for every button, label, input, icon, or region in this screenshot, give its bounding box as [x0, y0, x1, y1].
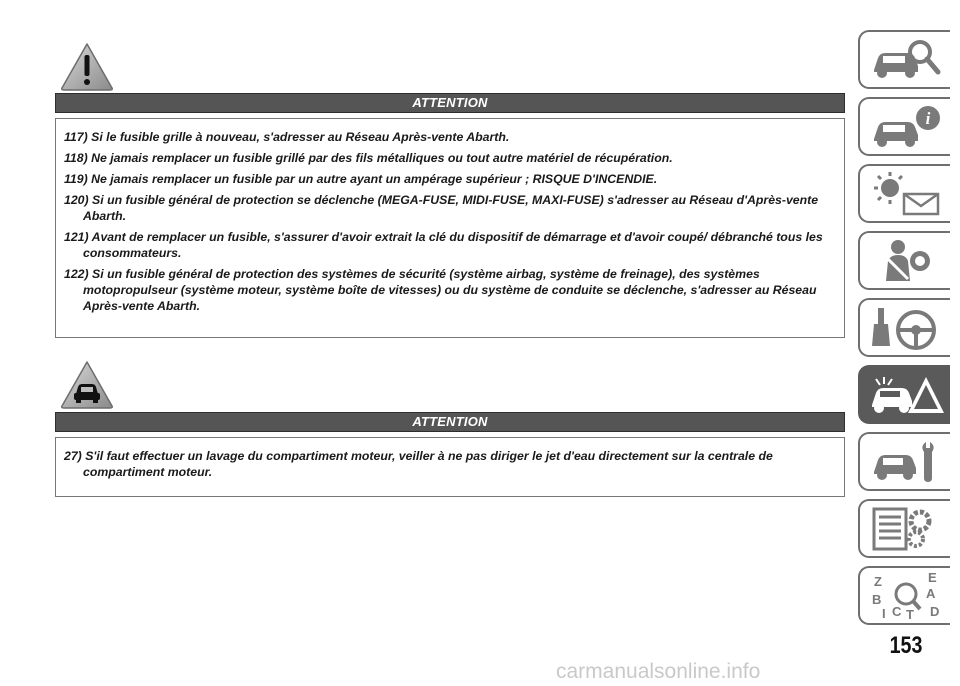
tab-key-steering[interactable]	[858, 298, 950, 357]
car-info-icon	[868, 103, 944, 151]
alphabetical-index-icon	[868, 572, 944, 620]
attention-content-box	[55, 118, 845, 338]
warning-lights-mail-icon	[868, 170, 944, 218]
car-warning-icon	[60, 360, 114, 410]
attention-item: 119) Ne jamais remplacer un fusible par un autre ayant un ampérage supérieur ; RISQUE D'INCENDIE.	[64, 172, 658, 186]
watermark: carmanualsonline.info	[556, 660, 761, 683]
svg-text:Z: Z	[874, 574, 882, 589]
specs-gears-icon	[868, 505, 944, 553]
svg-text:E: E	[928, 572, 937, 585]
svg-text:T: T	[906, 607, 914, 620]
svg-text:A: A	[926, 586, 936, 601]
car-breakdown-warning-icon	[868, 371, 944, 419]
tab-car-maintenance[interactable]	[858, 432, 950, 491]
tab-alphabetical-index[interactable]	[858, 566, 950, 625]
key-steering-wheel-icon	[868, 304, 944, 352]
attention-item: 122) Si un fusible général de protection des systèmes de sécurité (système airbag, système de freinage), des systèmes motopropulseur (système moteur, système boîte de vitesses) ou du système de conduite se déclenche, s'adresser au Réseau Après-vente Abarth.	[64, 267, 817, 313]
tab-seatbelt-airbag[interactable]	[858, 231, 950, 290]
svg-text:B: B	[872, 592, 882, 607]
attention-item: 118) Ne jamais remplacer un fusible grillé par des fils métalliques ou tout autre matériel de récupération.	[64, 151, 673, 165]
tab-car-search[interactable]	[858, 30, 950, 89]
page-number: 153	[889, 632, 923, 659]
attention-item: 120) Si un fusible général de protection se déclenche (MEGA-FUSE, MIDI-FUSE, MAXI-FUSE) s'adresser au Réseau d'Après-vente Abarth.	[64, 193, 819, 223]
car-wrench-icon	[868, 438, 944, 486]
seatbelt-airbag-icon	[868, 237, 944, 285]
svg-text:C: C	[892, 604, 902, 619]
tab-breakdown[interactable]	[858, 365, 950, 424]
tab-specifications[interactable]	[858, 499, 950, 558]
warning-exclamation-icon	[60, 42, 114, 92]
attention-item: 117) Si le fusible grille à nouveau, s'adresser au Réseau Après-vente Abarth.	[64, 130, 510, 144]
car-search-icon	[868, 36, 944, 84]
svg-text:I: I	[882, 606, 886, 620]
attention-header: ATTENTION	[55, 93, 845, 113]
tab-car-info[interactable]	[858, 97, 950, 156]
tab-warning-lights-mail[interactable]	[858, 164, 950, 223]
attention-content-box-2	[55, 437, 845, 497]
svg-text:i: i	[925, 109, 931, 128]
attention-item: 121) Avant de remplacer un fusible, s'assurer d'avoir extrait la clé du dispositif de démarrage et d'avoir coupé/ débranché tous les consommateurs.	[64, 230, 823, 260]
svg-text:D: D	[930, 604, 940, 619]
attention-item: 27) S'il faut effectuer un lavage du compartiment moteur, veiller à ne pas diriger le jet d'eau directement sur la centrale de compartiment moteur.	[64, 449, 773, 479]
attention-header-2: ATTENTION	[55, 412, 845, 432]
